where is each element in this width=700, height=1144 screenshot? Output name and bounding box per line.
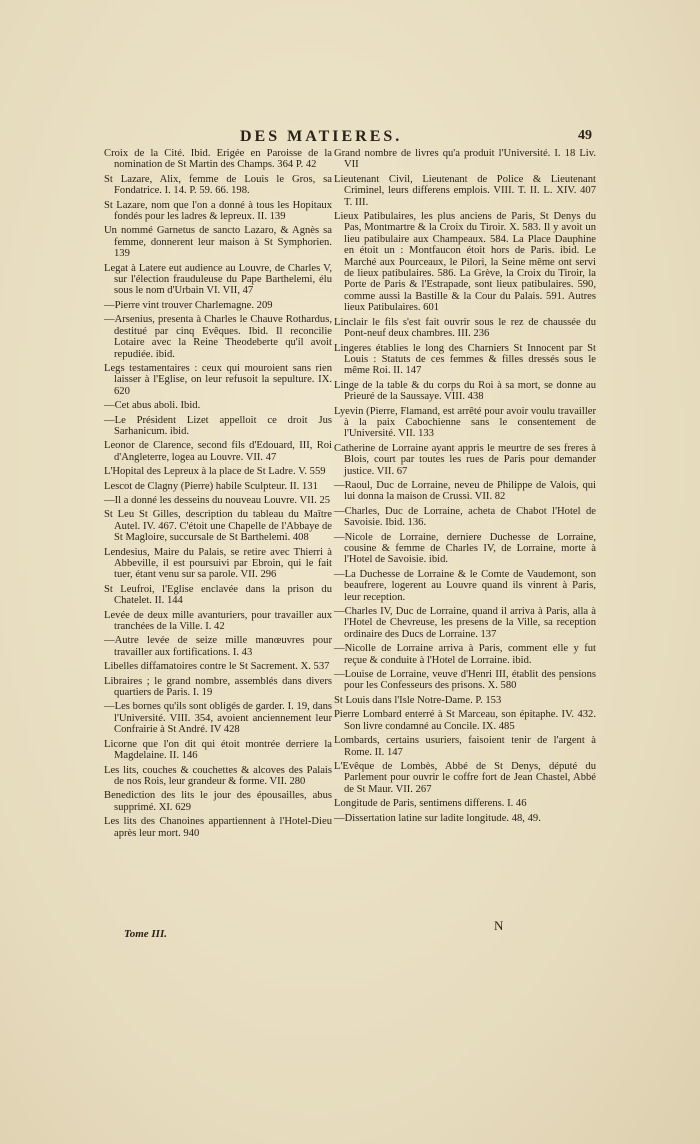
volume-label: Tome III.	[124, 928, 167, 940]
index-entry: —Raoul, Duc de Lorraine, neveu de Philippe de Valois, qui lui donna la maison de Crussi. VII. 82	[334, 479, 596, 503]
index-entry: Lieux Patibulaires, les plus anciens de Paris, St Denys du Pas, Montmartre & la Croix du Tiroir. X. 583. Il y avoit un lieu patibulaire aux Champeaux. 584. La Place Dauphine en étoit un : Montfaucon étoit hors de Paris. ibid. Le Marché aux Pourceaux, le Pilori, la Seine même ont servi de lieux patibulaires. 586. La Grève, la Croix du Tiroir, la Porte de Paris & l'Estrapade, sont lieux patibulaires. 590, comme aussi la Bastille & la Cour du Palais. 591. Autres lieux Patibulaires. 601	[334, 211, 596, 314]
index-entry: —Cet abus aboli. Ibid.	[104, 400, 201, 412]
index-entry: —Charles IV, Duc de Lorraine, quand il arriva à Paris, alla à l'Hotel de Chevreuse, les presens de la Ville, sa reception ordinaire des Ducs de Lorraine. 137	[334, 606, 596, 640]
index-entry: —Nicole de Lorraine, derniere Duchesse de Lorraine, cousine & femme de Charles IV, de Lorraine, morte à l'Hotel de Savoisie. ibid.	[334, 531, 596, 566]
index-entry: —La Duchesse de Lorraine & le Comte de Vaudemont, son beaufrere, logerent au Louvre quand ils vinrent à Paris, leur reception.	[334, 568, 596, 603]
left-column	[104, 148, 332, 842]
index-entry: St Leu St Gilles, description du tableau du Maître Autel. IV. 467. C'étoit une Chapelle de l'Abbaye de St Magloire, succursale de St Barthelemi. 408	[104, 509, 332, 544]
index-entry: Les lits, couches & couchettes & alcoves des Palais de nos Rois, leur grandeur & forme. VII. 280	[104, 764, 332, 787]
index-entry: Linclair le fils s'est fait ouvrir sous le rez de chaussée du Pont-neuf deux chambres. III. 236	[334, 316, 596, 340]
index-entry: —Charles, Duc de Lorraine, acheta de Chabot l'Hotel de Savoisie. Ibid. 136.	[334, 505, 596, 529]
index-entry: Lingeres établies le long des Charniers St Innocent par St Louis : Statuts de ces femmes & filles dressés sous le même Roi. II. 147	[334, 342, 596, 377]
index-entry: Longitude de Paris, sentimens differens. I. 46	[334, 798, 527, 810]
signature-mark: N	[494, 918, 504, 933]
index-entry: Lescot de Clagny (Pierre) habile Sculpteur. II. 131	[104, 480, 318, 492]
index-entry: —Pierre vint trouver Charlemagne. 209	[104, 299, 273, 311]
index-entry: Lieutenant Civil, Lieutenant de Police & Lieutenant Criminel, leurs differens emplois. VIII. T. II. L. XIV. 407 T. III.	[334, 173, 596, 208]
index-entry: Legat à Latere eut audience au Louvre, de Charles V, sur l'élection frauduleuse du Pape Barthelemi, élu sous le nom d'Urbain VI. VII, 47	[104, 262, 332, 297]
index-entry: —Louise de Lorraine, veuve d'Henri III, établit des pensions pour les Confesseurs des prisons. X. 580	[334, 669, 596, 692]
index-entry: —Dissertation latine sur ladite longitude. 48, 49.	[334, 812, 541, 824]
index-entry: Leonor de Clarence, second fils d'Edouard, III, Roi d'Angleterre, logea au Louvre. VII. 47	[104, 440, 332, 463]
index-entry: Lyevin (Pierre, Flamand, est arrêté pour avoir voulu travailler à la paix Cabochienne sans le consentement de l'Université. VII. 133	[334, 405, 596, 440]
index-entry: Levée de deux mille avanturiers, pour travailler aux tranchées de la Ville. I. 42	[104, 609, 332, 633]
index-entry: Licorne que l'on dit qui étoit montrée derriere la Magdelaine. II. 146	[104, 738, 332, 762]
index-entry: Benediction des lits le jour des épousailles, abus supprimé. XI. 629	[104, 790, 332, 813]
index-entry: Les lits des Chanoines appartiennent à l'Hotel-Dieu après leur mort. 940	[104, 816, 332, 839]
header-title: DES MATIERES.	[240, 128, 403, 145]
index-entry: Pierre Lombard enterré à St Marceau, son épitaphe. IV. 432. Son livre condamné au Concile. IX. 485	[334, 709, 596, 732]
index-entry: Un nommé Garnetus de sancto Lazaro, & Agnès sa femme, donnerent leur maison à St Symphorien. 139	[104, 225, 332, 260]
index-entry: L'Evêque de Lombès, Abbé de St Denys, député du Parlement pour ouvrir le coffre fort de Jean Chastel, Abbé de St Maur. VII. 267	[334, 760, 596, 795]
index-entry: Lendesius, Maire du Palais, se retire avec Thierri à Abbeville, il est poursuivi par Ebroin, qui le fait tuer, étant venu sur sa parole. VII. 296	[104, 546, 332, 581]
index-entry: St Leufroi, l'Eglise enclavée dans la prison du Chatelet. II. 144	[104, 583, 332, 607]
right-column	[334, 148, 596, 827]
index-entry: Linge de la table & du corps du Roi à sa mort, se donne au Prieuré de la Saussaye. VIII. 438	[334, 379, 596, 403]
index-entry: —Nicolle de Lorraine arriva à Paris, comment elle y fut reçue & conduite à l'Hotel de Lorraine. ibid.	[334, 643, 596, 666]
index-entry: —Les bornes qu'ils sont obligés de garder. I. 19, dans l'Université. VIII. 354, avoient anciennement leur Confrairie à St André. IV 428	[104, 701, 332, 736]
index-entry: L'Hopital des Lepreux à la place de St Ladre. V. 559	[104, 466, 326, 478]
index-entry: St Lazare, nom que l'on a donné à tous les Hopitaux fondés pour les ladres & lepreux. II. 139	[104, 199, 332, 223]
index-entry: Libelles diffamatoires contre le St Sacrement. X. 537	[104, 661, 330, 673]
index-entry: St Lazare, Alix, femme de Louis le Gros, sa Fondatrice. I. 14. P. 59. 66. 198.	[104, 173, 332, 197]
index-entry: —Le Président Lizet appelloit ce droit Jus Sarhanicum. ibid.	[104, 414, 332, 437]
index-entry: —Autre levée de seize mille manœuvres pour travailler aux fortifications. I. 43	[104, 635, 332, 658]
index-entry: —Il a donné les desseins du nouveau Louvre. VII. 25	[104, 494, 331, 506]
index-entry: —Arsenius, presenta à Charles le Chauve Rothardus, destitué par cinq Evêques. Ibid. Il reconcilie Lotaire avec la Reine Theodeberte qu'il avoit repudiée. ibid.	[104, 314, 332, 360]
index-entry: Libraires ; le grand nombre, assemblés dans divers quartiers de Paris. I. 19	[104, 675, 332, 699]
index-entry: Lombards, certains usuriers, faisoient tenir de l'argent à Rome. II. 147	[334, 735, 596, 758]
index-entry: Grand nombre de livres qu'a produit l'Université. I. 18 Liv. VII	[334, 148, 596, 171]
index-entry: Catherine de Lorraine ayant appris le meurtre de ses freres à Blois, court par toutes les rues de Paris pour demander justice. VII. 67	[334, 442, 596, 477]
page-number: 49	[578, 128, 592, 143]
index-entry: Legs testamentaires : ceux qui mouroient sans rien laisser à l'Eglise, on leur refusoit la sepulture. IX. 620	[104, 362, 332, 397]
index-entry: St Louis dans l'Isle Notre-Dame. P. 153	[334, 694, 502, 706]
index-entry: Croix de la Cité. Ibid. Erigée en Paroisse de la nomination de St Martin des Champs. 364 P. 42	[104, 148, 332, 171]
